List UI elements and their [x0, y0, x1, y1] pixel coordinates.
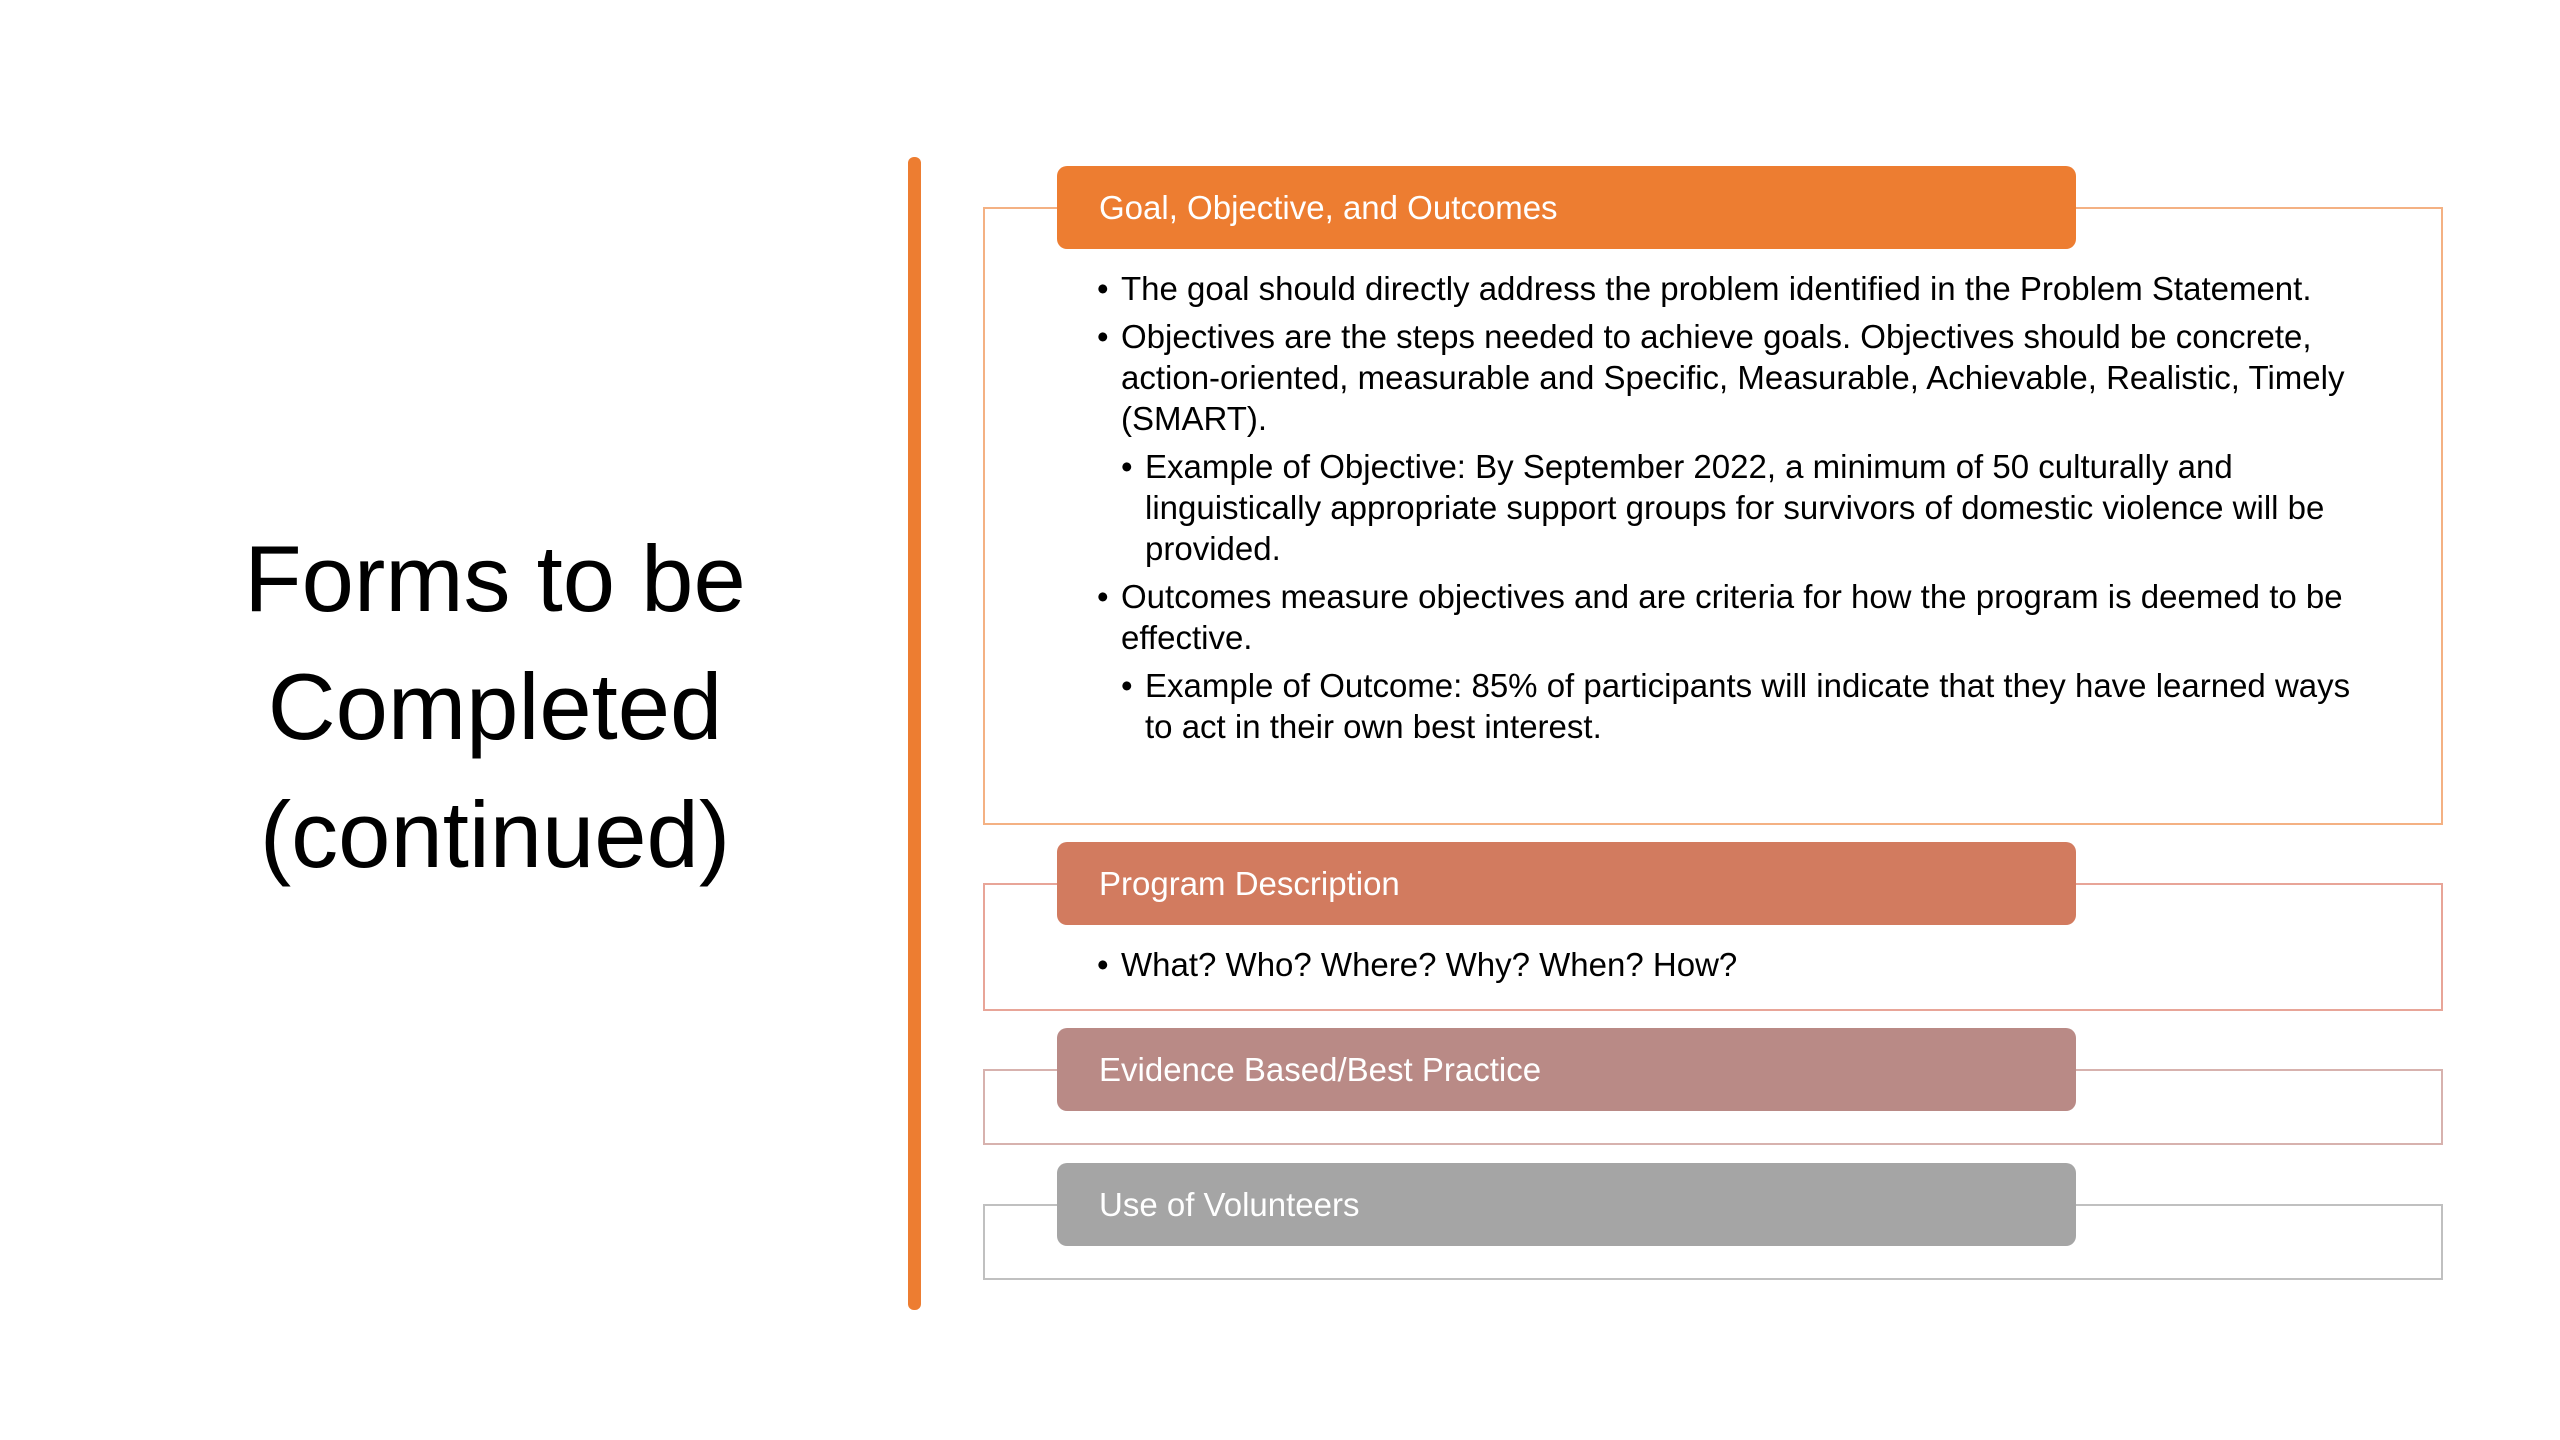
- section-header-program-description: [1057, 842, 2076, 925]
- section-header-use-of-volunteers: [1057, 1163, 2076, 1246]
- section-header-label: Program Description: [1099, 864, 1400, 902]
- section-bullets-goal-objective-outcomes: [1097, 268, 2357, 754]
- bullet-item: • What? Who? Where? Why? When? How?: [1097, 944, 2357, 985]
- title-line-2: Completed: [267, 654, 723, 759]
- section-header-goal-objective-outcomes: [1057, 166, 2076, 249]
- title-line-1: Forms to be: [244, 526, 746, 631]
- bullet-item: • The goal should directly address the problem identified in the Problem Statement.: [1097, 268, 2357, 309]
- section-header-label: Goal, Objective, and Outcomes: [1099, 188, 1558, 226]
- section-header-label: Evidence Based/Best Practice: [1099, 1050, 1542, 1088]
- bullet-item: • Outcomes measure objectives and are criteria for how the program is deemed to be effective.: [1097, 576, 2357, 658]
- bullet-item: • Objectives are the steps needed to achieve goals. Objectives should be concrete, action-oriented, measurable and Specific, Measurable, Achievable, Realistic, Timely (SMART).: [1097, 316, 2357, 439]
- sub-bullet-item: • Example of Objective: By September 2022, a minimum of 50 culturally and linguistically appropriate support groups for survivors of domestic violence will be provided.: [1121, 446, 2357, 569]
- slide-title: [150, 515, 840, 899]
- accent-divider-line: [908, 157, 921, 1310]
- title-area: [150, 515, 840, 899]
- section-header-label: Use of Volunteers: [1099, 1185, 1360, 1223]
- section-header-evidence-based: [1057, 1028, 2076, 1111]
- section-bullets-program-description: [1097, 944, 2357, 992]
- title-line-3: (continued): [259, 782, 731, 887]
- sub-bullet-item: • Example of Outcome: 85% of participants will indicate that they have learned ways to act in their own best interest.: [1121, 665, 2357, 747]
